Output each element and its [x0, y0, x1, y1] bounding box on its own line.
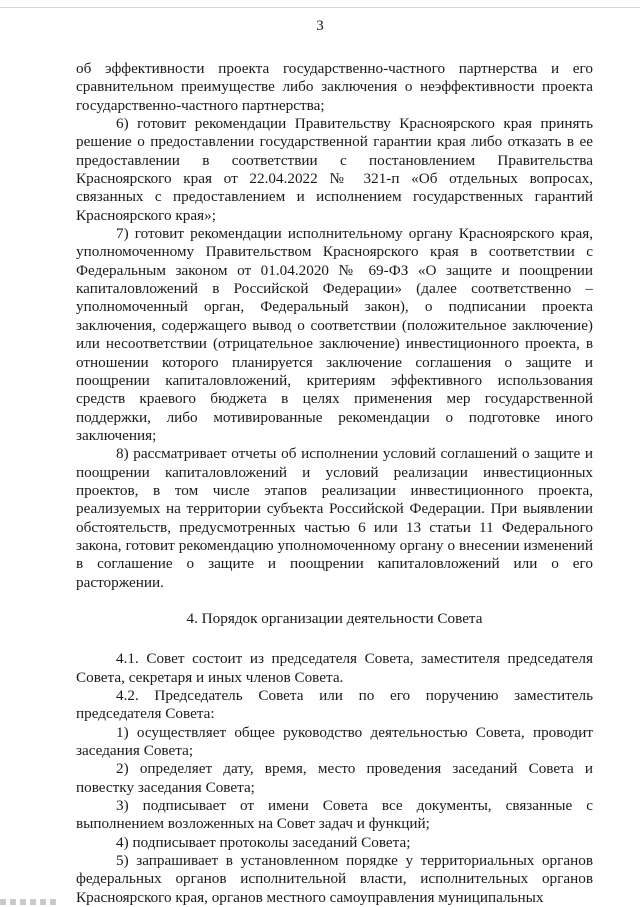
paragraphs-after-heading [76, 650, 593, 907]
paragraph: 4.2. Председатель Совета или по его поручению заместитель председателя Совета: [76, 687, 593, 723]
paragraph: 4.1. Совет состоит из председателя Совета, заместителя председателя Совета, секретаря и иных членов Совета. [76, 650, 593, 686]
paragraph: 5) запрашивает в установленном порядке у территориальных органов федеральных органов исполнительной власти, исполнительных органов Красноярского края, органов местного самоуправления муниципальных [76, 852, 593, 906]
paragraph: 4) подписывает протоколы заседаний Совета; [116, 833, 411, 851]
paragraph: 8) рассматривает отчеты об исполнении условий соглашений о защите и поощрении капиталовложений и условий реализации инвестиционных проектов, в том числе этапов реализации инвестиционного проекта, реализуемых на территории субъекта Российской Федерации. При выявлении обстоятельств, предусмотренных частью 6 или 13 статьи 11 Федерального закона, готовит рекомендацию уполномоченному органу о внесении изменений в соглашение о защите и поощрении капиталовложений или о его расторжении. [76, 445, 593, 591]
paragraph: 2) определяет дату, время, место проведения заседаний Совета и повестку заседания Совета; [76, 760, 593, 796]
paragraph: 1) осуществляет общее руководство деятельностью Совета, проводит заседания Совета; [76, 723, 593, 760]
top-divider [0, 7, 640, 8]
paragraph: 3) подписывает от имени Совета все документы, связанные с выполнением возложенных на Совет задач и функций; [76, 797, 593, 833]
document-body [76, 60, 593, 907]
page-number: 3 [316, 18, 324, 34]
section-heading: 4. Порядок организации деятельности Совета [186, 609, 483, 627]
scan-edge-marks [0, 899, 60, 905]
paragraph: об эффективности проекта государственно-частного партнерства и его сравнительном преимуществе либо заключения о неэффективности проекта государственно-частного партнерства; [76, 60, 593, 114]
paragraph: 7) готовит рекомендации исполнительному органу Красноярского края, уполномоченному Правительством Красноярского края в соответствии с Федеральным законом от 01.04.2020 № 69-ФЗ «О защите и поощрении капиталовложений в Российской Федерации» (далее соответственно – уполномоченный орган, Федеральный закон), о подписании проекта заключения, содержащего вывод о соответствии (положительное заключение) или несоответствии (отрицательное заключение) инвестиционного проекта, в отношении которого планируется заключение соглашения о защите и поощрении капиталовложений, критериям эффективного использования средств краевого бюджета в целях применения мер государственной поддержки, либо мотивированные рекомендации о подготовке иного заключения; [76, 225, 593, 444]
paragraph: 6) готовит рекомендации Правительству Красноярского края принять решение о предоставлении государственной гарантии края либо отказать в ее предоставлении в соответствии с постановлением Правительства Красноярского края от 22.04.2022 № 321-п «Об отдельных вопросах, связанных с предоставлением и исполнением государственных гарантий Красноярского края»; [76, 115, 593, 224]
paragraphs-before-heading [76, 60, 593, 592]
